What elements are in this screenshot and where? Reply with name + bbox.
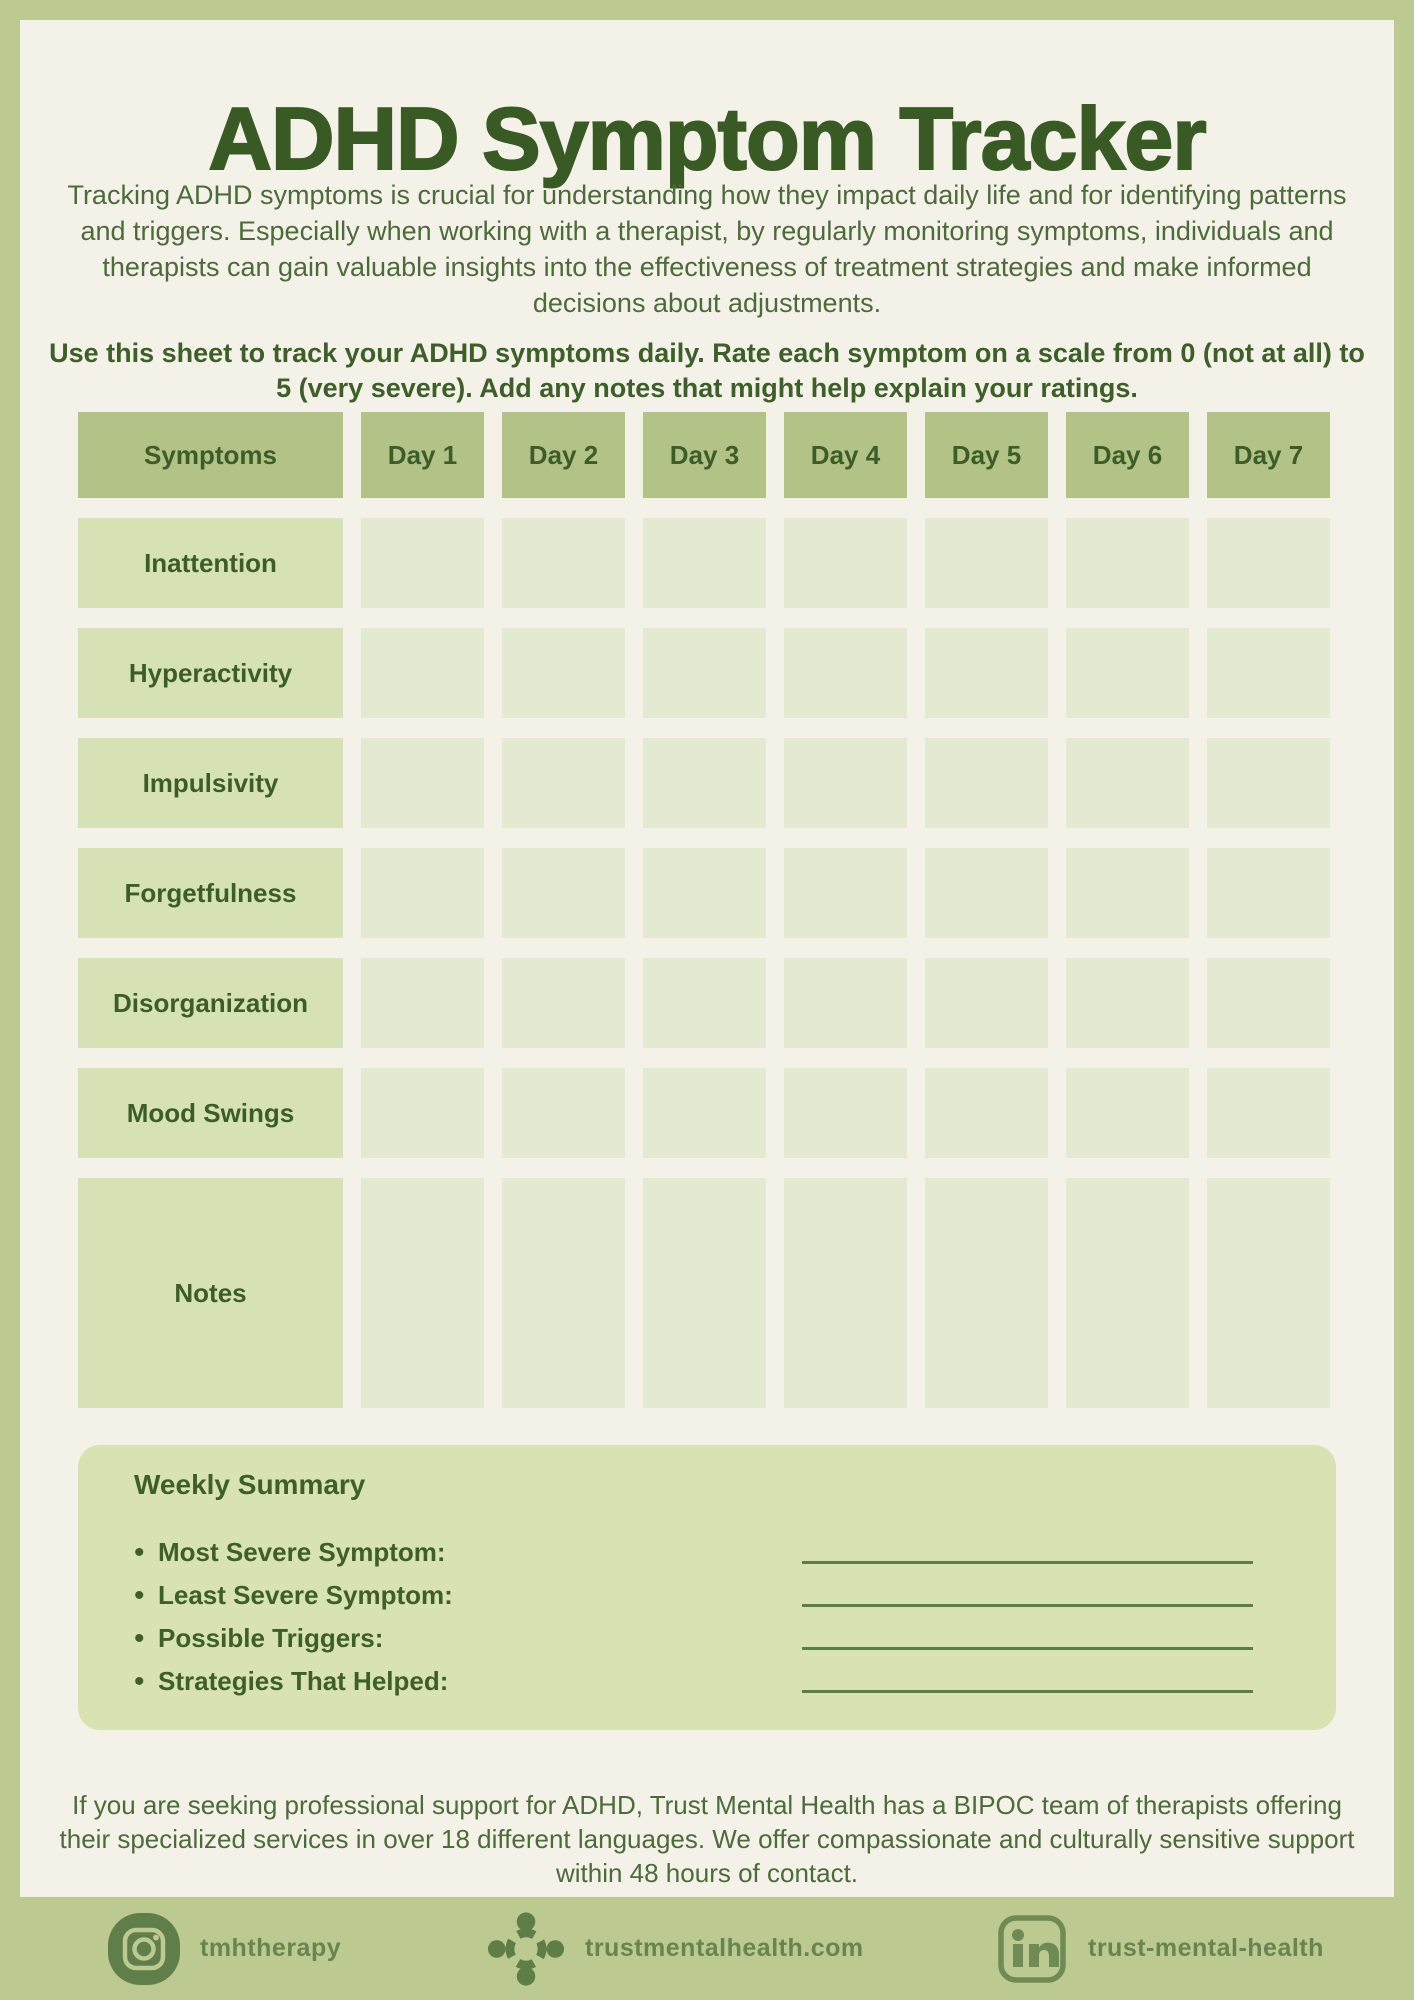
weekly-summary-box xyxy=(78,1445,1336,1730)
notes-cell[interactable] xyxy=(502,1178,625,1408)
rating-cell[interactable] xyxy=(643,518,766,608)
symptom-tracker-table xyxy=(78,412,1330,1408)
rating-cell[interactable] xyxy=(643,628,766,718)
rating-cell[interactable] xyxy=(925,628,1048,718)
rating-cell[interactable] xyxy=(1066,518,1189,608)
instagram-handle: tmhtherapy xyxy=(200,1934,342,1962)
weekly-summary-list xyxy=(78,1531,1336,1703)
rating-cell[interactable] xyxy=(784,848,907,938)
summary-blank-line[interactable] xyxy=(802,1561,1253,1564)
summary-item-label: Strategies That Helped: xyxy=(158,1666,449,1696)
bullet-icon: • xyxy=(134,1664,145,1698)
summary-blank-line[interactable] xyxy=(802,1604,1253,1607)
rating-cell[interactable] xyxy=(925,518,1048,608)
rating-cell[interactable] xyxy=(361,518,484,608)
rating-cell[interactable] xyxy=(502,738,625,828)
rating-cell[interactable] xyxy=(502,848,625,938)
rating-cell[interactable] xyxy=(925,958,1048,1048)
notes-cell[interactable] xyxy=(361,1178,484,1408)
rating-cell[interactable] xyxy=(1207,628,1330,718)
rating-cell[interactable] xyxy=(925,848,1048,938)
rating-cell[interactable] xyxy=(1207,518,1330,608)
rating-cell[interactable] xyxy=(784,628,907,718)
rating-cell[interactable] xyxy=(502,1068,625,1158)
column-header-symptoms: Symptoms xyxy=(78,412,343,498)
rating-cell[interactable] xyxy=(784,518,907,608)
rating-cell[interactable] xyxy=(361,628,484,718)
column-header-day4: Day 4 xyxy=(784,412,907,498)
rating-cell[interactable] xyxy=(643,958,766,1048)
intro-paragraph: Tracking ADHD symptoms is crucial for understanding how they impact daily life and for identifying patterns and triggers. Especially when working with a therapist, by regularly monitoring symptoms, individuals and therapists can gain valuable insights into the effectiveness of treatment strategies and make informed decisions about adjustments. xyxy=(67,180,1347,318)
notes-cell[interactable] xyxy=(1066,1178,1189,1408)
website-url: trustmentalhealth.com xyxy=(585,1934,864,1962)
rating-cell[interactable] xyxy=(925,1068,1048,1158)
linkedin-handle: trust-mental-health xyxy=(1088,1934,1324,1962)
rating-cell[interactable] xyxy=(784,958,907,1048)
notes-cell[interactable] xyxy=(784,1178,907,1408)
instagram-icon xyxy=(108,1913,180,1985)
document-page xyxy=(20,20,1394,1897)
rating-cell[interactable] xyxy=(1066,848,1189,938)
summary-item-least-severe xyxy=(134,1574,1253,1617)
column-header-day6: Day 6 xyxy=(1066,412,1189,498)
notes-cell[interactable] xyxy=(925,1178,1048,1408)
rating-cell[interactable] xyxy=(361,1068,484,1158)
rating-cell[interactable] xyxy=(643,848,766,938)
rating-cell[interactable] xyxy=(1207,848,1330,938)
column-header-day7: Day 7 xyxy=(1207,412,1330,498)
rating-cell[interactable] xyxy=(643,1068,766,1158)
rating-cell[interactable] xyxy=(1066,958,1189,1048)
summary-item-label: Most Severe Symptom: xyxy=(158,1537,446,1567)
linkedin-icon xyxy=(996,1913,1068,1985)
rating-cell[interactable] xyxy=(1066,1068,1189,1158)
rating-cell[interactable] xyxy=(784,738,907,828)
rating-cell[interactable] xyxy=(502,958,625,1048)
column-header-day3: Day 3 xyxy=(643,412,766,498)
rating-cell[interactable] xyxy=(361,848,484,938)
rating-cell[interactable] xyxy=(361,738,484,828)
summary-item-most-severe xyxy=(134,1531,1253,1574)
row-label-inattention: Inattention xyxy=(78,518,343,608)
column-header-day2: Day 2 xyxy=(502,412,625,498)
rating-cell[interactable] xyxy=(784,1068,907,1158)
linkedin-link[interactable] xyxy=(996,1913,1324,1985)
rating-cell[interactable] xyxy=(1207,958,1330,1048)
rating-cell[interactable] xyxy=(502,628,625,718)
bullet-icon: • xyxy=(134,1578,145,1612)
notes-cell[interactable] xyxy=(643,1178,766,1408)
instructions-paragraph: Use this sheet to track your ADHD symptoms daily. Rate each symptom on a scale from 0 (not at all) to 5 (very severe). Add any notes that might help explain your ratings. xyxy=(49,338,1365,403)
instagram-link[interactable] xyxy=(108,1913,341,1985)
weekly-summary-title: Weekly Summary xyxy=(134,1469,366,1500)
website-link[interactable] xyxy=(487,1910,864,1988)
summary-item-possible-triggers xyxy=(134,1617,1253,1660)
rating-cell[interactable] xyxy=(1066,738,1189,828)
page-title: ADHD Symptom Tracker xyxy=(208,88,1206,188)
rating-cell[interactable] xyxy=(1207,738,1330,828)
footer-paragraph: If you are seeking professional support for ADHD, Trust Mental Health has a BIPOC team of therapists offering their specialized services in over 18 different languages. We offer compassionate and culturally sensitive support within 48 hours of contact. xyxy=(59,1790,1355,1888)
bullet-icon: • xyxy=(134,1535,145,1569)
summary-blank-line[interactable] xyxy=(802,1690,1253,1693)
rating-cell[interactable] xyxy=(1066,628,1189,718)
rating-cell[interactable] xyxy=(502,518,625,608)
row-label-notes: Notes xyxy=(78,1178,343,1408)
summary-item-label: Least Severe Symptom: xyxy=(158,1580,453,1610)
row-label-mood-swings: Mood Swings xyxy=(78,1068,343,1158)
footer-band xyxy=(0,1897,1414,2000)
row-label-disorganization: Disorganization xyxy=(78,958,343,1048)
notes-cell[interactable] xyxy=(1207,1178,1330,1408)
summary-item-strategies xyxy=(134,1660,1253,1703)
column-header-day1: Day 1 xyxy=(361,412,484,498)
rating-cell[interactable] xyxy=(361,958,484,1048)
summary-item-label: Possible Triggers: xyxy=(158,1623,384,1653)
rating-cell[interactable] xyxy=(643,738,766,828)
row-label-forgetfulness: Forgetfulness xyxy=(78,848,343,938)
row-label-hyperactivity: Hyperactivity xyxy=(78,628,343,718)
rating-cell[interactable] xyxy=(925,738,1048,828)
bullet-icon: • xyxy=(134,1621,145,1655)
summary-blank-line[interactable] xyxy=(802,1647,1253,1650)
column-header-day5: Day 5 xyxy=(925,412,1048,498)
rating-cell[interactable] xyxy=(1207,1068,1330,1158)
row-label-impulsivity: Impulsivity xyxy=(78,738,343,828)
people-circle-logo xyxy=(487,1910,565,1988)
